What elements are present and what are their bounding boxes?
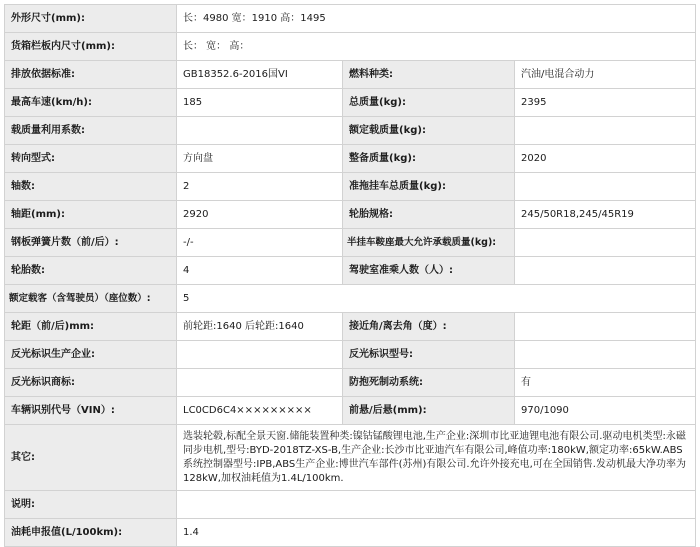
- value-gross-mass: 2395: [515, 89, 696, 117]
- value-tire-count: 4: [177, 257, 343, 285]
- table-row: [5, 117, 696, 145]
- table-row: [5, 61, 696, 89]
- label-leaf-springs: 钢板弹簧片数（前/后）:: [5, 229, 177, 257]
- value-wheelbase: 2920: [177, 201, 343, 229]
- table-row: [5, 491, 696, 519]
- value-leaf-springs: -/-: [177, 229, 343, 257]
- label-axle-count: 轴数:: [5, 173, 177, 201]
- value-overhang: 970/1090: [515, 397, 696, 425]
- value-fuel-consumption: 1.4: [177, 519, 696, 547]
- table-row: [5, 341, 696, 369]
- value-saddle-load: [515, 229, 696, 257]
- label-load-utilization: 载质量利用系数:: [5, 117, 177, 145]
- label-rated-load: 额定载质量(kg):: [343, 117, 515, 145]
- label-tire-count: 轮胎数:: [5, 257, 177, 285]
- label-notes: 说明:: [5, 491, 177, 519]
- table-row: [5, 89, 696, 117]
- label-cargo-box-dimensions: 货箱栏板内尺寸(mm):: [5, 33, 177, 61]
- value-fuel-type: 汽油/电混合动力: [515, 61, 696, 89]
- label-max-speed: 最高车速(km/h):: [5, 89, 177, 117]
- label-fuel-type: 燃料种类:: [343, 61, 515, 89]
- label-reflector-brand: 反光标识商标:: [5, 369, 177, 397]
- table-row: [5, 519, 696, 547]
- label-curb-weight: 整备质量(kg):: [343, 145, 515, 173]
- value-max-speed: 185: [177, 89, 343, 117]
- table-row: [5, 145, 696, 173]
- value-cab-capacity: [515, 257, 696, 285]
- table-row: [5, 285, 696, 313]
- value-abs-system: 有: [515, 369, 696, 397]
- value-reflector-model: [515, 341, 696, 369]
- label-reflector-model: 反光标识型号:: [343, 341, 515, 369]
- value-load-utilization: [177, 117, 343, 145]
- label-steering-type: 转向型式:: [5, 145, 177, 173]
- label-outer-dimensions: 外形尺寸(mm):: [5, 5, 177, 33]
- label-wheelbase: 轴距(mm):: [5, 201, 177, 229]
- value-tire-spec: 245/50R18,245/45R19: [515, 201, 696, 229]
- label-emission-standard: 排放依据标准:: [5, 61, 177, 89]
- value-steering-type: 方向盘: [177, 145, 343, 173]
- table-row: [5, 257, 696, 285]
- value-outer-dimensions: 长：4980 宽：1910 高：1495: [177, 5, 696, 33]
- table-row: [5, 397, 696, 425]
- value-rated-load: [515, 117, 696, 145]
- value-axle-count: 2: [177, 173, 343, 201]
- label-other: 其它:: [5, 425, 177, 491]
- table-row: [5, 425, 696, 491]
- value-notes: [177, 491, 696, 519]
- table-row: [5, 201, 696, 229]
- spec-table: [4, 4, 696, 547]
- label-trailer-mass: 准拖挂车总质量(kg):: [343, 173, 515, 201]
- value-reflector-manufacturer: [177, 341, 343, 369]
- value-approach-departure-angle: [515, 313, 696, 341]
- value-trailer-mass: [515, 173, 696, 201]
- label-vin: 车辆识别代号（VIN）:: [5, 397, 177, 425]
- value-curb-weight: 2020: [515, 145, 696, 173]
- label-reflector-manufacturer: 反光标识生产企业:: [5, 341, 177, 369]
- label-abs-system: 防抱死制动系统:: [343, 369, 515, 397]
- label-cab-capacity: 驾驶室准乘人数（人）:: [343, 257, 515, 285]
- value-cargo-box-dimensions: 长： 宽： 高：: [177, 33, 696, 61]
- label-tire-spec: 轮胎规格:: [343, 201, 515, 229]
- label-rated-passengers: 额定载客（含驾驶员）（座位数）:: [5, 285, 177, 313]
- label-fuel-consumption: 油耗申报值(L/100km):: [5, 519, 177, 547]
- label-track-width: 轮距（前/后)mm:: [5, 313, 177, 341]
- value-emission-standard: GB18352.6-2016国VI: [177, 61, 343, 89]
- label-saddle-load: 半挂车鞍座最大允许承载质量(kg):: [343, 229, 515, 257]
- value-reflector-brand: [177, 369, 343, 397]
- value-track-width: 前轮距:1640 后轮距:1640: [177, 313, 343, 341]
- table-row: [5, 313, 696, 341]
- label-approach-departure-angle: 接近角/离去角（度）:: [343, 313, 515, 341]
- table-row: [5, 33, 696, 61]
- table-row: [5, 229, 696, 257]
- value-rated-passengers: 5: [177, 285, 696, 313]
- label-gross-mass: 总质量(kg):: [343, 89, 515, 117]
- table-row: [5, 173, 696, 201]
- table-row: [5, 5, 696, 33]
- value-vin: LC0CD6C4×××××××××: [177, 397, 343, 425]
- label-overhang: 前悬/后悬(mm):: [343, 397, 515, 425]
- value-other: 选装轮毂,标配全景天窗.储能装置种类:镍钴锰酸锂电池,生产企业:深圳市比亚迪锂电池有限公司.驱动电机类型:永磁同步电机,型号:BYD-2018TZ-XS-B,生产企业:长沙市比亚迪汽车有限公司,峰值功率:180kW,额定功率:65kW.ABS系统控制器型号:IPB,ABS生产企业:博世汽车部件(苏州)有限公司.允许外接充电,可在全国销售.发动机最大净功率为128kW,加权油耗值为1.4L/100km.: [177, 425, 696, 491]
- table-row: [5, 369, 696, 397]
